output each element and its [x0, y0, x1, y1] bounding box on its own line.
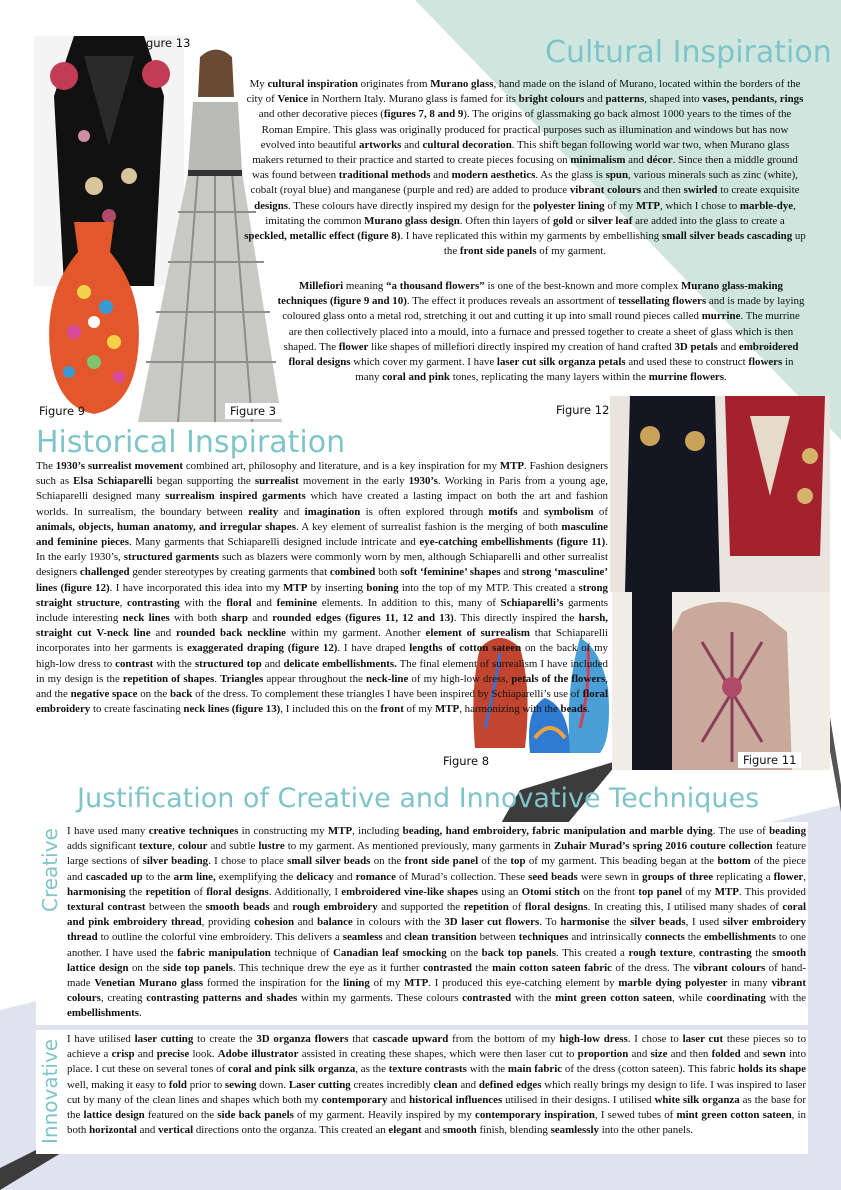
- figure-11-photo: [612, 592, 830, 770]
- figure-8-caption: Figure 8: [443, 754, 490, 768]
- figure-9-caption: Figure 9: [39, 404, 86, 418]
- cultural-heading: Cultural Inspiration: [545, 35, 832, 70]
- figure-3-caption: Figure 3: [225, 403, 281, 419]
- cultural-paragraph-2: Millefiori meaning “a thousand flowers” is one of the best-known and more complex Murano glass-making techniques (figure 9 and 10). The effect it produces reveals an assortment of tessellating flowers and is made by laying coloured glass onto a metal rod, stretching it out and cutting it up into small round pieces called murrine. The murrine are then collectively placed into a mould, into a furnace and pressed together to create a sheet of glass which is then shaped. The flower like shapes of millefiori directly inspired my creation of hand crafted 3D petals and embroidered floral designs which cover my garment. I have laser cut silk organza petals and used these to construct flowers in many coral and pink tones, replicating the many layers within the murrine flowers.: [277, 280, 805, 384]
- figure-9-photo: [44, 222, 144, 417]
- historical-heading: Historical Inspiration: [36, 425, 346, 460]
- historical-paragraph: The 1930’s surrealist movement combined art, philosophy and literature, and is a key inspiration for my MTP. Fashion designers such as Elsa Schiaparelli began supporting the surrealist movement in the early 1930’s. Working in Paris from a young age, Schiaparelli designed many surrealism inspired garments which have created a lasting impact on both the art and fashion worlds. In surrealism, the boundary between reality and imagination is often explored through motifs and symbolism of animals, objects, human anatomy, and irregular shapes. A key element of surrealist fashion is the merging of both masculine and feminine pieces. Many garments that Schiaparelli designed include intricate and eye-catching embellishments (figure 11). In the early 1930’s, structured garments such as blazers were commonly worn by men, although Schiaparelli and other surrealist designers challenged gender stereotypes by creating garments that combined both soft ‘feminine’ shapes and strong ‘masculine’ lines (figure 12). I have incorporated this idea into my MTP by inserting boning into the top of my MTP. This created a strong straight structure, contrasting with the floral and feminine elements. In addition to this, many of Schiaparelli’s garments include interesting neck lines with both sharp and rounded edges (figures 11, 12 and 13). This directly inspired the harsh, straight cut V-neck line and rounded back neckline within my garment. Another element of surrealism that Schiaparelli incorporates into her garments is exaggerated draping (figure 12). I have draped lengths of cotton sateen on the back of my high-low dress to contrast with the structured top and delicate embellishments. The final element of surrealism I have included in my design is the repetition of shapes. Triangles appear throughout the neck-line of my high-low dress, petals of the flowers, and the negative space on the back of the dress. To complement these triangles I have been inspired by Schiaparelli’s use of floral embroidery to create fascinating neck lines (figure 13), I included this on the front of my MTP, harmonizing with the beads.: [36, 460, 609, 716]
- justification-heading: Justification of Creative and Innovative Techniques: [77, 783, 760, 814]
- creative-vertical-label: Creative: [38, 828, 62, 912]
- figure-12-photo: [610, 396, 830, 592]
- innovative-vertical-label: Innovative: [38, 1038, 62, 1144]
- creative-paragraph: I have used many creative techniques in constructing my MTP, including beading, hand embroidery, fabric manipulation and marble dying. The use of beading adds significant texture, colour and subtle lustre to my garment. As mentioned previously, many garments in Zuhair Murad’s spring 2016 couture collection feature large sections of silver beading. I chose to place small silver beads on the front side panel of the top of my garment. This beading began at the bottom of the piece and cascaded up to the arm line, exemplifying the delicacy and romance of Murad’s collection. These seed beads were sewn in groups of three replicating a flower, harmonising the repetition of floral designs. Additionally, I embroidered vine-like shapes using an Otomi stitch on the front top panel of my MTP. This provided textural contrast between the smooth beads and rough embroidery and supported the repetition of floral designs. In creating this, I utilised many shades of coral and pink embroidery thread, providing cohesion and balance in colours with the 3D laser cut flowers. To harmonise the silver beads, I used silver embroidery thread to outline the colorful vine embroidery. This delivers a seamless and clean transition between techniques and intrinsically connects the embellishments to one another. I have used the fabric manipulation technique of Canadian leaf smocking on the back top panels. This created a rough texture, contrasting the smooth lattice design on the side top panels. This technique drew the eye as it further contrasted the main cotton sateen fabric of the dress. The vibrant colours of hand-made Venetian Murano glass formed the inspiration for the lining of my MTP. I produced this eye-catching element by marble dying polyester in many vibrant colours, creating contrasting patterns and shades within my garments. These colours contrasted with the mint green cotton sateen, while coordinating with the embellishments.: [67, 825, 807, 1020]
- figure-11-caption: Figure 11: [738, 752, 801, 768]
- figure-13-caption: Figure 13: [137, 36, 191, 50]
- figure-12-caption: Figure 12: [556, 403, 610, 417]
- cultural-paragraph-1: My cultural inspiration originates from Murano glass, hand made on the island of Murano, located within the borders of the city of Venice in Northern Italy. Murano glass is famed for its bright colours and patterns, shaped into vases, pendants, rings and other decorative pieces (figures 7, 8 and 9). The origins of glassmaking go back almost 1000 years to the times of the Roman Empire. This glass was originally produced for practical purposes such as illumination and windows but has now evolved into beautiful artworks and cultural decoration. This shift began following world war two, when Murano glass makers returned to their practice and started to create pieces focusing on minimalism and décor. Since then a middle ground was found between traditional methods and modern aesthetics. As the glass is spun, various minerals such as zinc (white), cobalt (royal blue) and manganese (purple and red) are added to produce vibrant colours and then swirled to create exquisite designs. These colours have directly inspired my design for the polyester lining of my MTP, which I chose to marble-dye, imitating the common Murano glass design. Often thin layers of gold or silver leaf are added into the glass to create a speckled, metallic effect (figure 8). I have replicated this within my garments by embellishing small silver beads cascading up the front side panels of my garment.: [244, 78, 806, 258]
- innovative-paragraph: I have utilised laser cutting to create the 3D organza flowers that cascade upward from the bottom of my high-low dress. I chose to laser cut these pieces so to achieve a crisp and precise look. Adobe illustrator assisted in creating these shapes, which were then laser cut to proportion and size and then folded and sewn into place. I cut these on several tones of coral and pink silk organza, as the texture contrasts with the main fabric of the dress (cotton sateen). This fabric holds its shape well, making it easy to fold prior to sewing down. Laser cutting creates incredibly clean and defined edges which really brings my design to life. I was inspired to laser cut by many of the clean lines and shapes which both my contemporary and historical influences utilised in their designs. I utilised white silk organza as the base for the lattice design featured on the side back panels of my garment. Heavily inspired by my contemporary inspiration, I sewed tubes of mint green cotton sateen, in both horizontal and vertical directions onto the organza. This created an elegant and smooth finish, blending seamlessly into the other panels.: [67, 1033, 807, 1137]
